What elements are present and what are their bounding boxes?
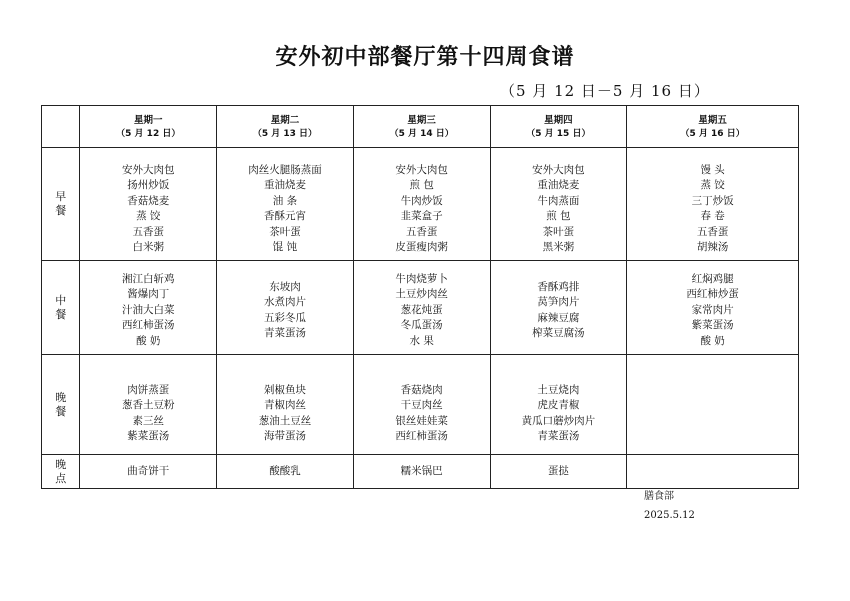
day-date: （5 月 12 日） xyxy=(116,128,181,139)
meal-label-char: 餐 xyxy=(55,404,67,418)
dish-item: 葱油土豆丝 xyxy=(258,414,312,427)
day-header-thu xyxy=(490,106,627,148)
dish-item: 重油烧麦 xyxy=(263,179,306,191)
dish-item: 黑米粥 xyxy=(542,241,575,253)
dish-item: 安外大肉包 xyxy=(532,163,585,176)
dish-item: 牛肉炒饭 xyxy=(400,194,443,207)
meal-label xyxy=(42,355,80,455)
dish-item: 安外大肉包 xyxy=(122,163,175,176)
dish-item: 重油烧麦 xyxy=(537,179,580,191)
dish-item: 葱香土豆粉 xyxy=(122,399,175,411)
menu-cell xyxy=(80,148,217,261)
meal-label xyxy=(42,261,80,355)
dish-item: 酸 奶 xyxy=(700,334,725,347)
dish-item: 香酥元宵 xyxy=(263,210,306,222)
dish-item: 白米粥 xyxy=(132,241,164,253)
day-date: （5 月 16 日） xyxy=(680,128,745,139)
menu-cell xyxy=(627,355,799,455)
meal-label xyxy=(42,148,80,261)
day-name: 星期一 xyxy=(134,114,163,126)
dish-item: 东坡肉 xyxy=(269,280,301,293)
menu-cell xyxy=(353,455,490,489)
dish-item: 韭菜盒子 xyxy=(400,210,443,222)
day-date: （5 月 13 日） xyxy=(252,128,318,139)
dish-item: 胡辣汤 xyxy=(696,241,729,253)
dish-item: 汁油大白菜 xyxy=(122,303,175,316)
day-header-mon xyxy=(80,106,217,148)
dish-item: 香酥鸡排 xyxy=(537,280,580,293)
meal-row-snack xyxy=(42,455,799,489)
dish-item: 五彩冬瓜 xyxy=(263,311,306,324)
dish-item: 曲奇饼干 xyxy=(127,464,170,477)
dish-item: 冬瓜蛋汤 xyxy=(400,319,443,332)
dish-item: 香菇烧肉 xyxy=(400,383,443,396)
dish-item: 水煮肉片 xyxy=(263,296,306,308)
date-range: （5 月 12 日－5 月 16 日） xyxy=(500,82,710,100)
footer-date: 2025.5.12 xyxy=(644,510,695,521)
meal-row-lunch xyxy=(42,261,799,355)
day-date: （5 月 15 日） xyxy=(526,128,591,139)
dish-item: 蒸 饺 xyxy=(136,210,161,222)
menu-cell xyxy=(217,148,354,261)
dish-item: 茶叶蛋 xyxy=(269,225,301,238)
dish-item: 蛋挞 xyxy=(547,464,569,477)
dish-item: 香菇烧麦 xyxy=(127,194,170,207)
menu-cell xyxy=(627,261,799,355)
dish-item: 青菜蛋汤 xyxy=(263,327,306,339)
day-name: 星期四 xyxy=(544,114,573,126)
dish-item: 麻辣豆腐 xyxy=(537,311,580,324)
dish-item: 糯米锅巴 xyxy=(400,464,443,477)
dish-item: 紫菜蛋汤 xyxy=(691,319,734,332)
dish-item: 茶叶蛋 xyxy=(542,225,575,238)
meal-label-char: 餐 xyxy=(55,307,67,321)
dish-item: 榨菜豆腐汤 xyxy=(532,327,585,339)
dish-item: 馄 饨 xyxy=(272,241,298,253)
dish-item: 扬州炒饭 xyxy=(127,179,170,191)
dish-item: 红焖鸡腿 xyxy=(691,272,734,285)
meal-label-char: 点 xyxy=(55,471,67,485)
meal-row-breakfast xyxy=(42,148,799,261)
dish-item: 五香蛋 xyxy=(696,225,729,238)
dish-item: 煎 包 xyxy=(409,179,434,191)
meal-label-char: 中 xyxy=(55,293,67,307)
dish-item: 酱爆肉丁 xyxy=(127,288,170,301)
menu-cell xyxy=(353,261,490,355)
dish-item: 肉饼蒸蛋 xyxy=(127,383,170,396)
meal-label-char: 餐 xyxy=(55,204,67,217)
dish-item: 素三丝 xyxy=(132,414,164,427)
day-header-fri xyxy=(627,106,799,148)
dish-item: 干豆肉丝 xyxy=(400,399,443,411)
dish-item: 土豆炒肉丝 xyxy=(395,288,448,301)
meal-label xyxy=(42,455,80,489)
dish-item: 紫菜蛋汤 xyxy=(127,430,170,442)
menu-cell xyxy=(80,355,217,455)
dish-item: 西红柿炒蛋 xyxy=(686,288,739,301)
dish-item: 西红柿蛋汤 xyxy=(122,319,175,332)
day-name: 星期二 xyxy=(270,114,300,126)
dish-item: 湘江白斩鸡 xyxy=(122,272,175,285)
dish-item: 葱花炖蛋 xyxy=(400,303,443,316)
day-date: （5 月 14 日） xyxy=(389,128,454,139)
dish-item: 青菜蛋汤 xyxy=(537,430,580,442)
menu-cell xyxy=(80,261,217,355)
menu-cell xyxy=(627,455,799,489)
menu-cell xyxy=(353,148,490,261)
footer-department: 膳食部 xyxy=(644,491,674,502)
dish-item: 春 卷 xyxy=(700,210,725,222)
dish-item: 剁椒鱼块 xyxy=(263,383,306,396)
meal-label-char: 早 xyxy=(55,190,67,203)
dish-item: 酸酸乳 xyxy=(269,464,301,477)
dish-item: 土豆烧肉 xyxy=(537,383,580,396)
dish-item: 酸 奶 xyxy=(136,334,161,347)
meal-label-char: 晚 xyxy=(55,457,67,471)
menu-cell xyxy=(490,148,627,261)
dish-item: 家常肉片 xyxy=(691,303,734,316)
menu-cell xyxy=(217,455,354,489)
menu-table xyxy=(41,105,799,489)
dish-item: 牛肉蒸面 xyxy=(537,194,580,207)
dish-item: 牛肉烧萝卜 xyxy=(395,272,448,285)
dish-item: 海带蛋汤 xyxy=(263,430,306,442)
page-title: 安外初中部餐厅第十四周食谱 xyxy=(275,45,575,70)
dish-item: 虎皮青椒 xyxy=(537,399,580,411)
day-name: 星期五 xyxy=(698,114,727,126)
dish-item: 西红柿蛋汤 xyxy=(395,430,448,442)
menu-cell xyxy=(353,355,490,455)
corner-cell xyxy=(42,106,80,148)
menu-cell xyxy=(217,261,354,355)
dish-item: 皮蛋瘦肉粥 xyxy=(395,241,448,253)
day-header-tue xyxy=(217,106,354,148)
dish-item: 肉丝火腿肠蒸面 xyxy=(248,163,322,176)
dish-item: 银丝娃娃菜 xyxy=(395,414,448,427)
dish-item: 油 条 xyxy=(272,194,298,207)
dish-item: 安外大肉包 xyxy=(395,163,448,176)
dish-item: 煎 包 xyxy=(546,210,571,222)
dish-item: 蒸 饺 xyxy=(700,179,725,191)
meal-label-char: 晚 xyxy=(55,390,67,404)
menu-cell xyxy=(490,261,627,355)
menu-cell xyxy=(627,148,799,261)
meal-row-dinner xyxy=(42,355,799,455)
dish-item: 水 果 xyxy=(409,334,434,347)
dish-item: 五香蛋 xyxy=(132,225,164,238)
header-row xyxy=(42,106,799,148)
menu-cell xyxy=(490,455,627,489)
day-name: 星期三 xyxy=(407,114,436,126)
day-header-wed xyxy=(353,106,490,148)
dish-item: 黄瓜口蘑炒肉片 xyxy=(521,414,596,427)
menu-cell xyxy=(490,355,627,455)
dish-item: 五香蛋 xyxy=(405,225,438,238)
dish-item: 莴笋肉片 xyxy=(537,296,580,308)
dish-item: 青椒肉丝 xyxy=(263,399,306,411)
dish-item: 三丁炒饭 xyxy=(691,194,734,207)
dish-item: 馒 头 xyxy=(700,163,725,176)
menu-cell xyxy=(80,455,217,489)
menu-cell xyxy=(217,355,354,455)
